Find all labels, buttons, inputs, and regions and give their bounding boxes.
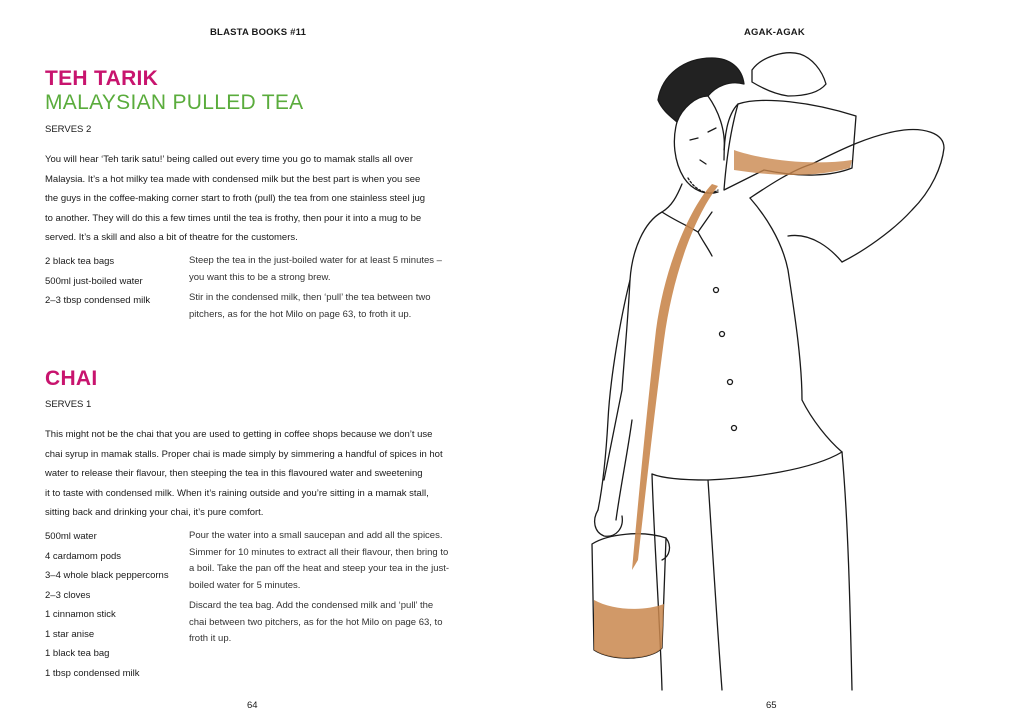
- chai-ingredients: [45, 527, 185, 683]
- ingredient-item: 1 tbsp condensed milk: [45, 667, 140, 679]
- intro-line: This might not be the chai that you are used to getting in coffee shops because we don’t use: [45, 429, 433, 440]
- ingredient-item: 2–3 tbsp condensed milk: [45, 295, 151, 306]
- method-line: you want this to be a strong brew.: [189, 271, 331, 283]
- page-number-right: 65: [766, 700, 777, 711]
- intro-line: to another. They will do this a few times until the tea is frothy, then pour it into a mug to be: [45, 212, 422, 224]
- tea-in-lower-jug: [594, 600, 664, 658]
- method-step: [189, 528, 461, 594]
- method-line: a boil. Take the pan off the heat and steep your tea in the just-: [189, 563, 450, 574]
- intro-line: the guys in the coffee-making corner start to froth (pull) the tea from one stainless steel jug: [45, 193, 426, 204]
- lower-arm: [598, 280, 630, 510]
- ingredient-item: 4 cardamom pods: [45, 550, 122, 562]
- upper-jug: [724, 100, 856, 190]
- intro-line: served. It’s a skill and also a bit of theatre for the customers.: [45, 232, 298, 243]
- intro-line: water to release their flavour, then steeping the tea in this flavoured water and sweetening: [45, 468, 423, 479]
- method-line: Steep the tea in the just-boiled water for at least 5 minutes –: [189, 255, 442, 266]
- ingredient-item: 1 cinnamon stick: [45, 609, 116, 620]
- ingredient-item: 1 star anise: [45, 628, 95, 640]
- ingredient-item: 1 black tea bag: [45, 648, 110, 659]
- method-line: froth it up.: [189, 633, 232, 644]
- method-line: Simmer for 10 minutes to extract all their flavour, then bring to: [189, 546, 449, 558]
- method-line: chai between two pitchers, as for the hot Milo on page 63, to: [189, 616, 443, 628]
- method-line: boiled water for 5 minutes.: [189, 579, 301, 591]
- intro-line: it to taste with condensed milk. When it’s raining outside and you’re sitting in a mamak stall,: [45, 487, 429, 499]
- ingredient-item: 2 black tea bags: [45, 256, 115, 267]
- teh-tarik-subtitle: MALAYSIAN PULLED TEA: [45, 91, 304, 114]
- method-step: [189, 290, 461, 323]
- trousers: [652, 452, 852, 690]
- running-head-left: BLASTA BOOKS #11: [210, 27, 307, 38]
- method-line: Pour the water into a small saucepan and add all the spices.: [189, 530, 443, 541]
- teh-tarik-intro: [45, 150, 467, 248]
- teh-tarik-method: [189, 253, 461, 327]
- intro-line: You will hear ‘Teh tarik satu!’ being called out every time you go to mamak stalls all over: [45, 154, 413, 165]
- intro-line: Malaysia. It’s a hot milky tea made with condensed milk but the best part is when you see: [45, 173, 421, 185]
- right-page: [512, 0, 1024, 726]
- torso: [604, 212, 662, 480]
- method-line: Discard the tea bag. Add the condensed milk and ‘pull’ the: [189, 600, 434, 611]
- ingredient-item: 2–3 cloves: [45, 589, 91, 601]
- method-line: pitchers, as for the hot Milo on page 63, to froth it up.: [189, 308, 412, 320]
- teh-tarik-serves: SERVES 2: [45, 124, 92, 135]
- hair: [658, 58, 744, 122]
- teh-tarik-title: TEH TARIK: [45, 67, 159, 90]
- method-step: [189, 253, 461, 286]
- ingredient-item: 500ml water: [45, 531, 97, 542]
- running-head-right: AGAK-AGAK: [744, 27, 805, 38]
- ingredient-item: 3–4 whole black peppercorns: [45, 570, 169, 581]
- method-step: [189, 598, 461, 648]
- ingredient-item: 500ml just-boiled water: [45, 275, 143, 287]
- tea-pulling-illustration: [512, 0, 1024, 726]
- chai-method: [189, 528, 461, 652]
- chai-title: CHAI: [45, 367, 98, 390]
- intro-line: sitting back and drinking your chai, it’s pure comfort.: [45, 507, 264, 518]
- chai-intro: [45, 425, 467, 523]
- page-number-left: 64: [247, 700, 258, 711]
- method-line: Stir in the condensed milk, then ‘pull’ the tea between two: [189, 292, 431, 303]
- teh-tarik-ingredients: [45, 252, 185, 311]
- tea-stream: [632, 184, 718, 570]
- head: [674, 122, 718, 193]
- chai-serves: SERVES 1: [45, 399, 92, 410]
- intro-line: chai syrup in mamak stalls. Proper chai is made simply by simmering a handful of spices in hot: [45, 448, 443, 460]
